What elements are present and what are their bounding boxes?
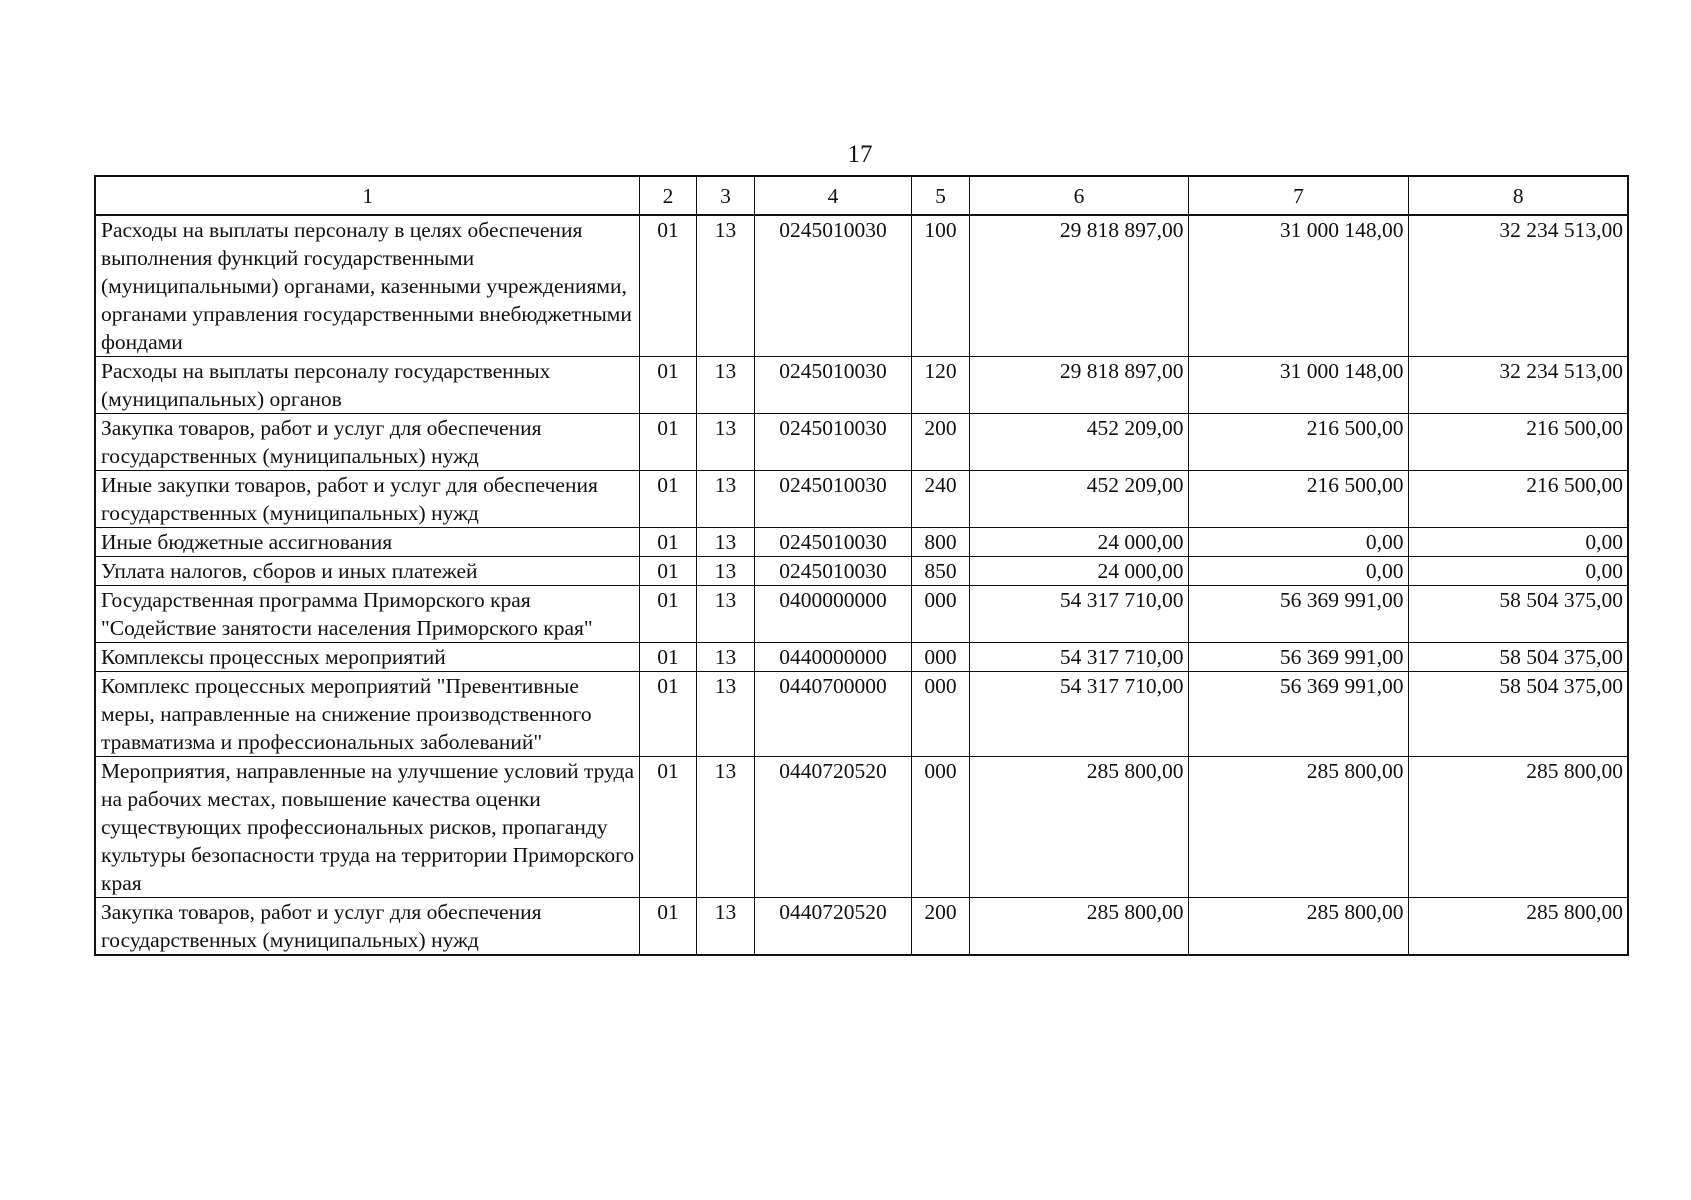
row-amount-col7: 31 000 148,00 [1188,215,1408,357]
row-section: 01 [639,357,696,414]
row-amount-col8: 285 800,00 [1408,898,1628,956]
row-amount-col6: 24 000,00 [969,557,1188,586]
table-row [95,414,1628,471]
row-expense-type: 120 [911,357,969,414]
row-subsection: 13 [696,586,754,643]
row-section: 01 [639,586,696,643]
row-expense-type: 200 [911,898,969,956]
row-amount-col7: 0,00 [1188,557,1408,586]
row-amount-col8: 285 800,00 [1408,757,1628,898]
row-expense-type: 000 [911,643,969,672]
row-amount-col7: 31 000 148,00 [1188,357,1408,414]
row-name: Расходы на выплаты персоналу в целях обеспечения выполнения функций государственными (муниципальными) органами, казенными учреждениями, органами управления государственными внебюджетными фондами [95,215,639,357]
row-name: Государственная программа Приморского края "Содействие занятости населения Приморского края" [95,586,639,643]
row-amount-col7: 56 369 991,00 [1188,643,1408,672]
row-amount-col8: 32 234 513,00 [1408,215,1628,357]
table-row [95,215,1628,357]
row-amount-col6: 54 317 710,00 [969,643,1188,672]
row-subsection: 13 [696,898,754,956]
table-row [95,557,1628,586]
row-subsection: 13 [696,357,754,414]
row-subsection: 13 [696,643,754,672]
row-name: Иные закупки товаров, работ и услуг для обеспечения государственных (муниципальных) нужд [95,471,639,528]
row-subsection: 13 [696,757,754,898]
row-amount-col7: 216 500,00 [1188,471,1408,528]
row-amount-col8: 58 504 375,00 [1408,672,1628,757]
row-amount-col6: 24 000,00 [969,528,1188,557]
row-section: 01 [639,757,696,898]
row-section: 01 [639,643,696,672]
row-amount-col6: 54 317 710,00 [969,586,1188,643]
row-name: Комплекс процессных мероприятий "Превентивные меры, направленные на снижение производственного травматизма и профессиональных заболеваний" [95,672,639,757]
row-section: 01 [639,672,696,757]
row-section: 01 [639,528,696,557]
table-row [95,757,1628,898]
table-row [95,643,1628,672]
row-name: Закупка товаров, работ и услуг для обеспечения государственных (муниципальных) нужд [95,898,639,956]
row-target-code: 0245010030 [754,215,911,357]
row-amount-col8: 216 500,00 [1408,471,1628,528]
header-cell: 1 [95,176,639,215]
table-row [95,471,1628,528]
row-expense-type: 000 [911,672,969,757]
row-amount-col7: 0,00 [1188,528,1408,557]
header-cell: 3 [696,176,754,215]
row-name: Расходы на выплаты персоналу государственных (муниципальных) органов [95,357,639,414]
header-cell: 4 [754,176,911,215]
row-amount-col6: 452 209,00 [969,471,1188,528]
header-cell: 6 [969,176,1188,215]
row-section: 01 [639,414,696,471]
row-amount-col8: 0,00 [1408,528,1628,557]
row-expense-type: 240 [911,471,969,528]
row-target-code: 0245010030 [754,557,911,586]
row-amount-col7: 56 369 991,00 [1188,672,1408,757]
table-row [95,528,1628,557]
row-amount-col7: 285 800,00 [1188,898,1408,956]
row-amount-col6: 452 209,00 [969,414,1188,471]
header-cell: 2 [639,176,696,215]
row-target-code: 0245010030 [754,414,911,471]
header-cell: 8 [1408,176,1628,215]
row-name: Закупка товаров, работ и услуг для обеспечения государственных (муниципальных) нужд [95,414,639,471]
header-cell: 5 [911,176,969,215]
row-expense-type: 200 [911,414,969,471]
row-name: Иные бюджетные ассигнования [95,528,639,557]
row-expense-type: 850 [911,557,969,586]
row-amount-col6: 29 818 897,00 [969,215,1188,357]
page-number: 17 [847,141,873,168]
row-subsection: 13 [696,414,754,471]
row-subsection: 13 [696,672,754,757]
row-amount-col6: 29 818 897,00 [969,357,1188,414]
row-name: Комплексы процессных мероприятий [95,643,639,672]
row-amount-col6: 285 800,00 [969,757,1188,898]
header-cell: 7 [1188,176,1408,215]
table-row [95,586,1628,643]
row-target-code: 0245010030 [754,528,911,557]
row-amount-col8: 216 500,00 [1408,414,1628,471]
row-target-code: 0440700000 [754,672,911,757]
table-row [95,898,1628,956]
row-section: 01 [639,471,696,528]
row-name: Мероприятия, направленные на улучшение условий труда на рабочих местах, повышение качества оценки существующих профессиональных рисков, пропаганду культуры безопасности труда на территории Приморского края [95,757,639,898]
row-subsection: 13 [696,471,754,528]
row-section: 01 [639,557,696,586]
row-expense-type: 100 [911,215,969,357]
table-row [95,357,1628,414]
row-target-code: 0440720520 [754,757,911,898]
row-target-code: 0440000000 [754,643,911,672]
row-target-code: 0245010030 [754,357,911,414]
row-section: 01 [639,898,696,956]
row-target-code: 0245010030 [754,471,911,528]
row-amount-col7: 285 800,00 [1188,757,1408,898]
row-subsection: 13 [696,528,754,557]
row-amount-col8: 32 234 513,00 [1408,357,1628,414]
row-amount-col7: 216 500,00 [1188,414,1408,471]
row-amount-col8: 0,00 [1408,557,1628,586]
row-target-code: 0400000000 [754,586,911,643]
row-subsection: 13 [696,557,754,586]
row-expense-type: 000 [911,757,969,898]
row-amount-col6: 285 800,00 [969,898,1188,956]
row-amount-col7: 56 369 991,00 [1188,586,1408,643]
header-row [95,176,1628,215]
table-row [95,672,1628,757]
row-subsection: 13 [696,215,754,357]
row-amount-col6: 54 317 710,00 [969,672,1188,757]
row-amount-col8: 58 504 375,00 [1408,586,1628,643]
row-expense-type: 000 [911,586,969,643]
row-section: 01 [639,215,696,357]
budget-table [94,175,1629,956]
row-expense-type: 800 [911,528,969,557]
row-amount-col8: 58 504 375,00 [1408,643,1628,672]
row-name: Уплата налогов, сборов и иных платежей [95,557,639,586]
row-target-code: 0440720520 [754,898,911,956]
